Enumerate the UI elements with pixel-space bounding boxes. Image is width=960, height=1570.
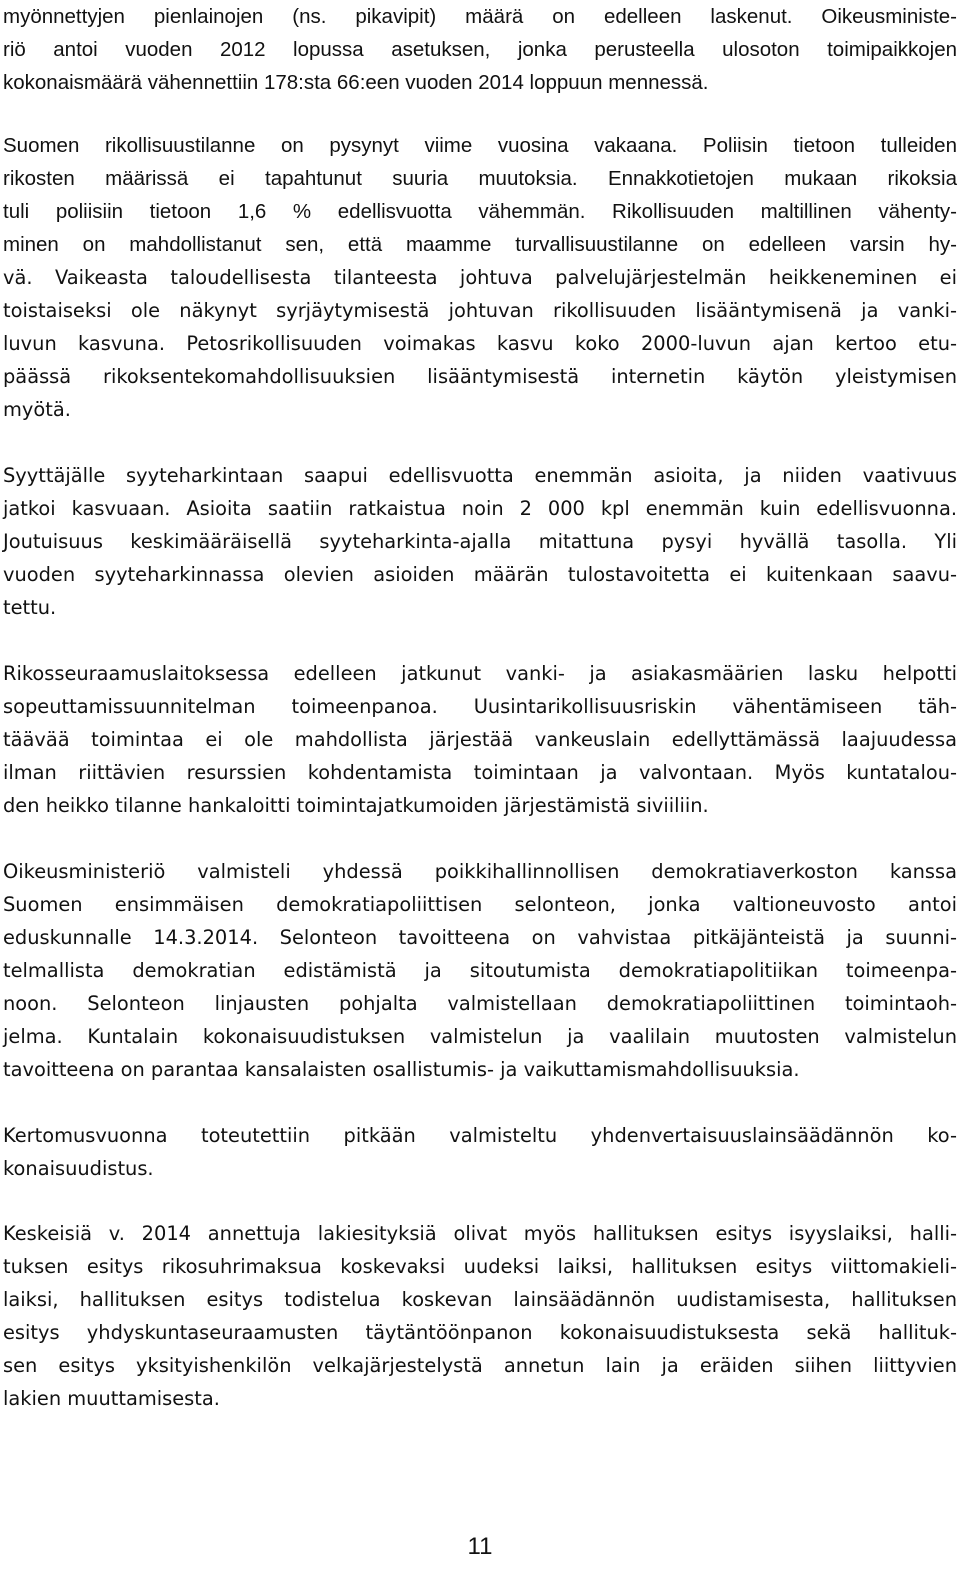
- text-line: päässä rikoksentekomahdollisuuksien lisääntymisestä internetin käytön yleistymisen: [3, 365, 957, 388]
- page-number: 11: [467, 1533, 493, 1560]
- text-line: konaisuudistus.: [3, 1157, 154, 1180]
- text-line: Kertomusvuonna toteutettiin pitkään valmisteltu yhdenvertaisuuslainsäädännön ko-: [3, 1124, 957, 1147]
- text-line: Suomen ensimmäisen demokratiapoliittisen selonteon, jonka valtioneuvosto antoi: [3, 893, 957, 916]
- text-line: tuksen esitys rikosuhrimaksua koskevaksi uudeksi laiksi, hallituksen esitys viittomakieli-: [3, 1255, 957, 1278]
- text-line: Syyttäjälle syyteharkintaan saapui edellisvuotta enemmän asioita, ja niiden vaativuus: [3, 464, 957, 487]
- text-line: kokonaismäärä vähennettiin 178:sta 66:een vuoden 2014 loppuun mennessä.: [3, 71, 709, 94]
- paragraph-sanctions-agency: [3, 657, 957, 822]
- text-line: den heikko tilanne hankaloitti toimintajatkumoiden järjestämistä siviiliin.: [3, 794, 709, 817]
- text-line: luvun kasvuna. Petosrikollisuuden voimakas kasvu koko 2000-luvun ajan kertoo etu-: [3, 332, 957, 355]
- text-line: riö antoi vuoden 2012 lopussa asetuksen, jonka perusteella ulosoton toimipaikkojen: [3, 38, 957, 61]
- paragraph-crime-situation: [3, 129, 957, 426]
- text-line: Rikosseuraamuslaitoksessa edelleen jatkunut vanki- ja asiakasmäärien lasku helpotti: [3, 662, 957, 685]
- text-line: Keskeisiä v. 2014 annettuja lakiesityksiä olivat myös hallituksen esitys isyyslaiksi, halli-: [3, 1222, 957, 1245]
- text-line: eduskunnalle 14.3.2014. Selonteon tavoitteena on vahvistaa pitkäjänteistä ja suunni-: [3, 926, 957, 949]
- text-line: laiksi, hallituksen esitys todistelua koskevan lainsäädännön uudistamisesta, hallituksen: [3, 1288, 957, 1311]
- paragraph-debt-enforcement: [3, 0, 957, 99]
- text-line: lakien muuttamisesta.: [3, 1387, 220, 1410]
- text-line: toistaiseksi ole näkynyt syrjäytymisestä johtuvan rikollisuuden lisääntymisenä ja vanki-: [3, 299, 957, 322]
- text-line: myönnettyjen pienlainojen (ns. pikavipit) määrä on edelleen laskenut. Oikeusministe-: [3, 5, 957, 28]
- text-line: täävää toimintaa ei ole mahdollista järjestää vankeuslain edellyttämässä laajuudessa: [3, 728, 957, 751]
- text-line: telmallista demokratian edistämistä ja sitoutumista demokratiapolitiikan toimeenpa-: [3, 959, 957, 982]
- paragraph-prosecution: [3, 459, 957, 624]
- text-line: Joutuisuus keskimääräisellä syyteharkinta-ajalla mitattuna pysyi hyvällä tasolla. Yli: [3, 530, 957, 553]
- text-line: sen esitys yksityishenkilön velkajärjestelystä annetun lain ja eräiden siihen liittyvien: [3, 1354, 957, 1377]
- text-line: tettu.: [3, 596, 57, 619]
- text-line: tavoitteena on parantaa kansalaisten osallistumis- ja vaikuttamismahdollisuuksia.: [3, 1058, 800, 1081]
- text-line: Suomen rikollisuustilanne on pysynyt viime vuosina vakaana. Poliisin tietoon tulleiden: [3, 134, 957, 157]
- text-line: rikosten määrissä ei tapahtunut suuria muutoksia. Ennakkotietojen mukaan rikoksia: [3, 167, 957, 190]
- text-line: ilman riittävien resurssien kohdentamista toimintaan ja valvontaan. Myös kuntatalou-: [3, 761, 957, 784]
- text-line: vuoden syyteharkinnassa olevien asioiden määrän tulostavoitetta ei kuitenkaan saavu-: [3, 563, 957, 586]
- text-line: minen on mahdollistanut sen, että maamme turvallisuustilanne on edelleen varsin hy-: [3, 233, 957, 256]
- paragraph-legislative-proposals: [3, 1217, 957, 1415]
- text-line: vä. Vaikeasta taloudellisesta tilanteesta johtuva palvelujärjestelmän heikkeneminen ei: [3, 266, 957, 289]
- text-line: jatkoi kasvuaan. Asioita saatiin ratkaistua noin 2 000 kpl enemmän kuin edellisvuonna.: [3, 497, 957, 520]
- text-line: Oikeusministeriö valmisteli yhdessä poikkihallinnollisen demokratiaverkoston kanssa: [3, 860, 957, 883]
- text-line: esitys yhdyskuntaseuraamusten täytäntöönpanon kokonaisuudistuksesta sekä hallituk-: [3, 1321, 957, 1344]
- text-line: sopeuttamissuunnitelman toimeenpanoa. Uusintarikollisuusriskin vähentämiseen täh-: [3, 695, 957, 718]
- paragraph-equality-legislation: [3, 1119, 957, 1185]
- text-line: tuli poliisiin tietoon 1,6 % edellisvuotta vähemmän. Rikollisuuden maltillinen vähenty-: [3, 200, 957, 223]
- text-line: myötä.: [3, 398, 71, 421]
- text-line: noon. Selonteon linjausten pohjalta valmistellaan demokratiapoliittinen toimintaoh-: [3, 992, 957, 1015]
- paragraph-democracy-policy: [3, 855, 957, 1086]
- text-line: jelma. Kuntalain kokonaisuudistuksen valmistelun ja vaalilain muutosten valmistelun: [3, 1025, 957, 1048]
